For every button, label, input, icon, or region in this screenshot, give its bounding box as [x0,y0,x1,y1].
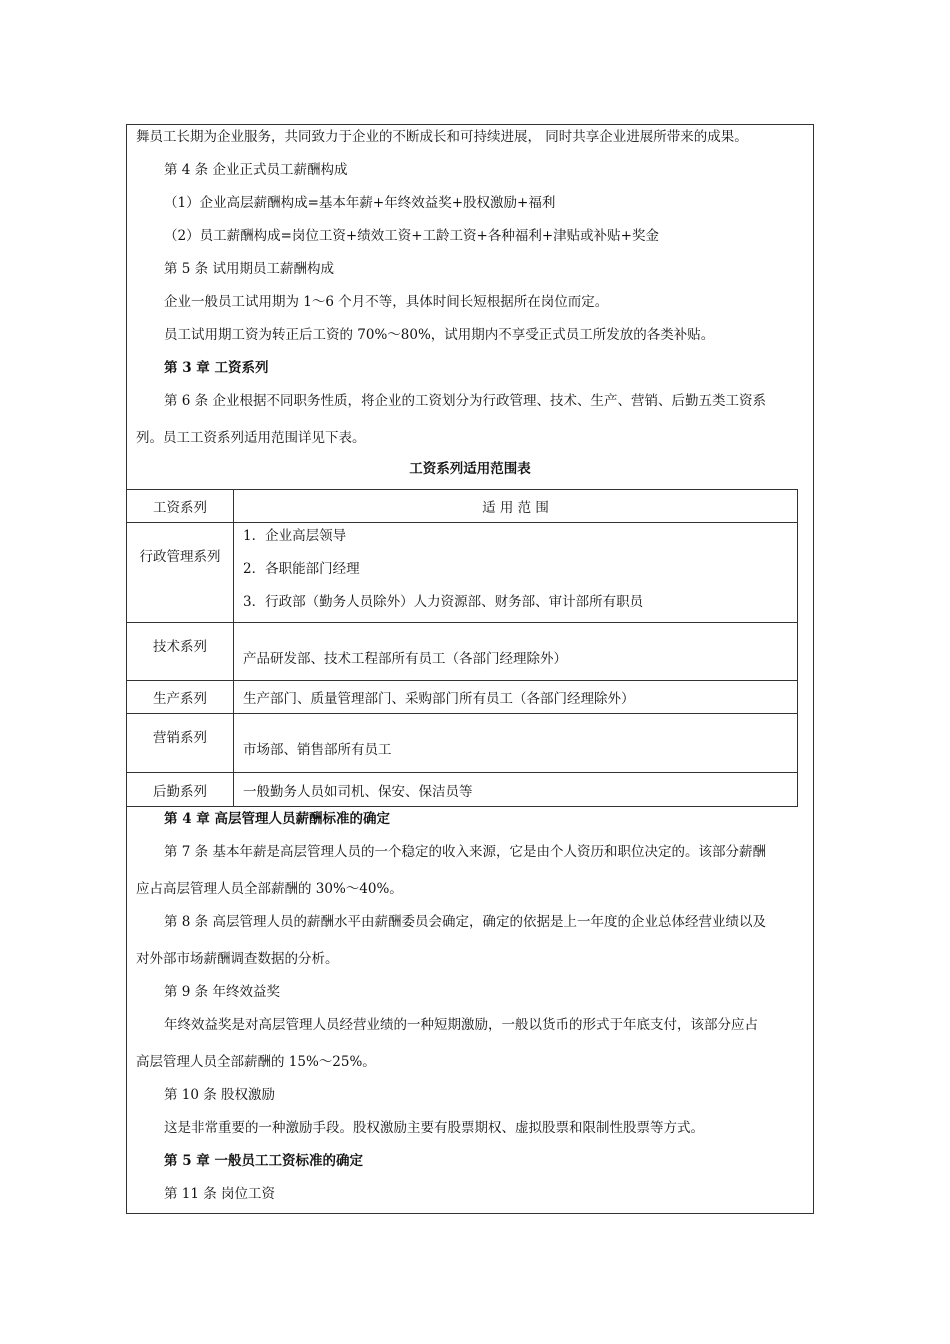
scope-item: 2．各职能部门经理 [243,561,360,577]
series-label: 营销系列 [153,730,207,746]
scope-item: 生产部门、质量管理部门、采购部门所有员工（各部门经理除外） [234,681,798,714]
scope-item: 3．行政部（勤务人员除外）人力资源部、财务部、审计部所有职员 [243,594,644,610]
article-10-text: 这是非常重要的一种激励手段。股权激励主要有股票期权、虚拟股票和限制性股票等方式。 [164,1120,704,1136]
article-4-heading: 第 4 条 企业正式员工薪酬构成 [164,162,348,178]
series-cell [127,523,234,623]
scope-item: 一般勤务人员如司机、保安、保洁员等 [234,773,798,807]
chapter-5-heading: 第 5 章 一般员工工资标准的确定 [164,1153,363,1169]
paragraph-continuation: 舞员工长期为企业服务，共同致力于企业的不断成长和可持续进展， 同时共享企业进展所带来的成果。 [136,129,748,145]
header-series: 工资系列 [127,490,234,523]
table-row [127,681,798,714]
scope-item: 市场部、销售部所有员工 [243,742,392,758]
series-cell [127,623,234,681]
chapter-4-heading: 第 4 章 高层管理人员薪酬标准的确定 [164,811,390,827]
table-row [127,714,798,773]
article-8-line-1: 第 8 条 高层管理人员的薪酬水平由薪酬委员会确定，确定的依据是上一年度的企业总体经营业绩以及 [164,914,766,930]
table-row [127,623,798,681]
series-label: 技术系列 [153,639,207,655]
salary-series-table [126,489,798,807]
article-5-heading: 第 5 条 试用期员工薪酬构成 [164,261,334,277]
chapter-3-heading: 第 3 章 工资系列 [164,360,269,376]
article-10-heading: 第 10 条 股权激励 [164,1087,276,1103]
article-6-line-1: 第 6 条 企业根据不同职务性质，将企业的工资划分为行政管理、技术、生产、营销、后勤五类工资系 [164,393,766,409]
executive-pay-structure: （1）企业高层薪酬构成=基本年薪+年终效益奖+股权激励+福利 [164,195,556,211]
series-cell [127,714,234,773]
series-label: 行政管理系列 [139,549,221,565]
scope-cell [234,623,798,681]
series-label: 后勤系列 [127,773,234,807]
article-7-line-2: 应占高层管理人员全部薪酬的 30%～40%。 [136,881,403,897]
scope-item: 产品研发部、技术工程部所有员工（各部门经理除外） [243,651,567,667]
article-9-heading: 第 9 条 年终效益奖 [164,984,280,1000]
table-caption: 工资系列适用范围表 [409,461,531,477]
table-row [127,523,798,623]
table-row [127,773,798,807]
scope-cell [234,714,798,773]
article-7-line-1: 第 7 条 基本年薪是高层管理人员的一个稳定的收入来源，它是由个人资历和职位决定的。该部分薪酬 [164,844,766,860]
header-scope: 适 用 范 围 [234,490,798,523]
article-9-line-1: 年终效益奖是对高层管理人员经营业绩的一种短期激励，一般以货币的形式于年底支付，该部分应占 [164,1017,758,1033]
scope-item: 1．企业高层领导 [243,528,347,544]
article-8-line-2: 对外部市场薪酬调查数据的分析。 [136,951,339,967]
probation-pay-text: 员工试用期工资为转正后工资的 70%～80%，试用期内不享受正式员工所发放的各类补贴。 [164,327,715,343]
employee-pay-structure: （2）员工薪酬构成=岗位工资+绩效工资+工龄工资+各种福利+津贴或补贴+奖金 [164,228,659,244]
probation-period-text: 企业一般员工试用期为 1～6 个月不等，具体时间长短根据所在岗位而定。 [164,294,609,310]
article-6-line-2: 列。员工工资系列适用范围详见下表。 [136,430,366,446]
article-9-line-2: 高层管理人员全部薪酬的 15%～25%。 [136,1054,376,1070]
table-header-row [127,490,798,523]
series-label: 生产系列 [127,681,234,714]
article-11-heading: 第 11 条 岗位工资 [164,1186,276,1202]
scope-cell [234,523,798,623]
